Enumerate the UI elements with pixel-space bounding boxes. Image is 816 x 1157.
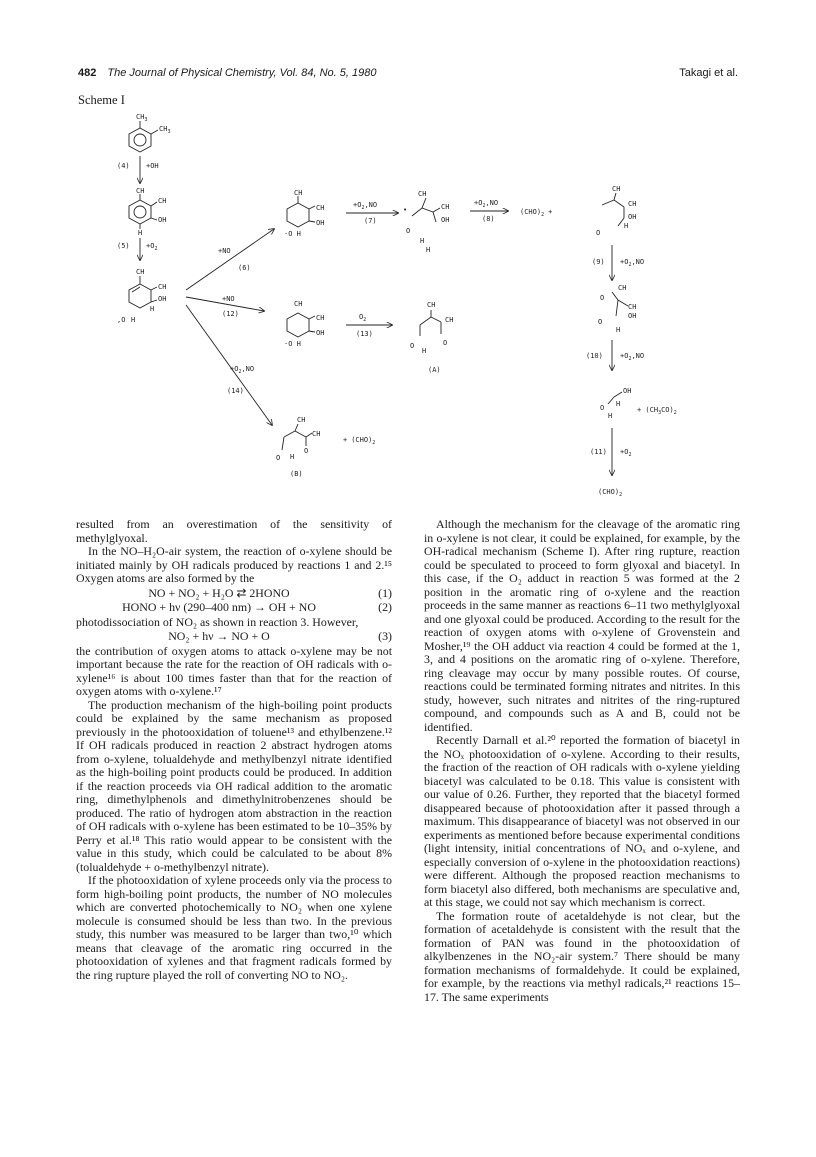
svg-text:·O H: ·O H xyxy=(284,230,301,238)
o2-adduct-structure xyxy=(117,268,166,324)
svg-text:+O2: $+O_2$ xyxy=(620,448,632,458)
step-9: (9) xyxy=(592,258,605,266)
svg-text:CH: CH xyxy=(136,187,145,195)
svg-text:OH: OH xyxy=(441,216,450,224)
svg-text:CH: CH xyxy=(316,204,325,212)
svg-text:OH: OH xyxy=(316,219,325,227)
paragraph: the contribution of oxygen atoms to attack o-xylene may be not important because the rate for the reaction of OH radicals with o-xylene¹⁶ is about 100 times faster than that for the reaction of oxygen atoms with o-xylene.¹⁷ xyxy=(76,643,392,698)
svg-text:H: H xyxy=(420,237,425,245)
svg-text:OH: OH xyxy=(628,213,637,221)
svg-text:CH: CH xyxy=(612,185,621,193)
paragraph: photodissociation of NO₂ as shown in reaction 3. However, xyxy=(76,614,359,629)
scheme-title: Scheme I xyxy=(78,93,125,107)
equation-2: HONO + hν (290–400 nm) → OH + NO (2) xyxy=(122,600,392,614)
svg-text:H: H xyxy=(422,347,427,355)
paragraph: In the NO–H₂O-air system, the reaction of o-xylene should be initiated mainly by OH radicals produced by reactions 1 and 2.¹⁵ Oxygen atoms are also formed by the xyxy=(76,544,392,585)
reagent-no: +NO xyxy=(218,247,231,255)
svg-text:CH: CH xyxy=(297,416,306,424)
glyoxal-product: $(CHO)_2$ + xyxy=(520,208,553,218)
paragraph: The production mechanism of the high-boiling point products could be explained by the same mechanism as proposed previously in the photooxidation of toluene¹³ and ethylbenzene.¹² If OH radicals produced in reaction 2 abstract hydrogen atoms from o-xylene, tolualdehyde and methylbenzyl nitrate identified as the high-boiling point products could be produced. In addition if the reaction proceeds via OH radical addition to the aromatic ring, dimethylphenols and dimethylnitrobenzenes should be produced. The ratio of hydrogen atom abstraction in the reaction of OH radicals with o-xylene has been estimated to be 10–35% by Perry et al.¹⁸ This ratio would appear to be consistent with the value in this study, which could be calculated to be about 8% (tolualdehyde + o-methylbenzyl nitrate). xyxy=(76,697,392,874)
svg-text:O: O xyxy=(596,229,601,237)
svg-text:OH: OH xyxy=(628,312,637,320)
svg-text:H: H xyxy=(608,412,613,420)
step-4: (4) xyxy=(117,162,130,170)
svg-text:OH: OH xyxy=(623,387,632,395)
svg-text:H: H xyxy=(290,453,295,461)
svg-text:H: H xyxy=(426,246,431,254)
label-B: (B) xyxy=(290,470,303,478)
paragraph: The formation route of acetaldehyde is not clear, but the formation of acetaldehyde is consistent with the result that the formation of PAN was found in the photooxidation of alkylbenzenes in the NO₂-air system.⁷ There should be many formation mechanisms of formaldehyde. It could be explained, for example, by the reactions via methyl radicals,²¹ reactions 15–17. The same experiments xyxy=(424,908,740,1004)
svg-text:•: • xyxy=(403,206,408,214)
right-chain-3 xyxy=(600,387,677,420)
step-14: (14) xyxy=(227,387,244,395)
svg-text:CH: CH xyxy=(441,203,450,211)
reagent-o2: $+O_2$ xyxy=(146,242,158,252)
svg-text:CH: CH xyxy=(158,197,167,205)
step-10: (10) xyxy=(586,352,603,360)
glyoxal-product-b: + $(CHO)_2$ xyxy=(343,436,376,446)
reagent-oh: +OH xyxy=(146,162,159,170)
svg-text:CH: CH xyxy=(618,284,627,292)
oh-adduct-structure xyxy=(129,187,166,237)
svg-text:+O2,NO: $+O_2,NO$ xyxy=(620,352,645,362)
svg-text:H: H xyxy=(138,229,143,237)
step-11: (11) xyxy=(590,448,607,456)
right-column xyxy=(424,518,740,1004)
svg-text:CH: CH xyxy=(294,189,303,197)
running-authors: Takagi et al. xyxy=(679,67,738,79)
svg-text:O: O xyxy=(443,339,448,347)
svg-text:CH: CH xyxy=(158,283,167,291)
step-13: (13) xyxy=(356,330,373,338)
svg-text:O: O xyxy=(598,318,603,326)
svg-text:,O: ,O xyxy=(117,316,126,324)
left-column xyxy=(76,518,392,982)
right-chain-1 xyxy=(596,185,636,237)
reaction-scheme xyxy=(0,0,816,510)
acetyl-product: + $(CH_3CO)_2$ xyxy=(637,406,677,416)
svg-text:H: H xyxy=(131,316,136,324)
svg-text:H: H xyxy=(624,222,629,230)
svg-text:H: H xyxy=(150,305,155,313)
equation-1: NO + NO₂ + H₂O ⇄ 2HONO (1) xyxy=(148,585,392,600)
right-chain-2 xyxy=(598,284,636,334)
svg-text:CH: CH xyxy=(136,268,145,276)
svg-text:OH: OH xyxy=(158,216,167,224)
svg-text:O: O xyxy=(304,447,309,455)
reagent-o2-no: $+O_2,NO$ xyxy=(230,365,255,375)
step-12: (12) xyxy=(222,310,239,318)
ring-opened-radical xyxy=(403,190,449,254)
alkoxy-intermediate xyxy=(284,189,324,238)
paragraph: Although the mechanism for the cleavage of the aromatic ring in o-xylene is not clear, it could be explained, for example, by the OH-radical mechanism (Scheme I). After ring rupture, reaction could be speculated to proceed to form glyoxal and biacetyl. In this case, if the O₂ adduct in reaction 5 was formed at the 2 position in the aromatic ring of o-xylene and the reaction proceeds in the same manner as reactions 6–11 two methylglyoxal and one glyoxal could be produced. According to the result for the reaction of oxygen atoms with o-xylene of Grovenstein and Mosher,¹⁹ the OH adduct via reaction 4 could be formed at the 1, 3, and 4 positions on the aromatic ring of o-xylene. Therefore, ring cleavage may occur by many possible routes. Of course, reactions could be terminated forming nitrates and nitrites. In this study, however, such nitrates and nitrites of the ring-ruptured compound, and compounds such as A and B, could not be identified. xyxy=(424,517,740,734)
paragraph: If the photooxidation of xylene proceeds only via the process to form high-boiling point products, the number of NO molecules which are converted photochemically to NO₂ when one xylene molecule is consumed should be less than two. In the previous study, this number was measured to be larger than two,¹⁰ which means that cleavage of the aromatic ring occurred in the photooxidation of xylenes and that fragment radicals formed by the ring rupture played the roll of converting NO to NO₂. xyxy=(76,873,392,982)
svg-text:CH: CH xyxy=(418,190,427,198)
o-xylene-structure xyxy=(129,113,170,152)
glyoxal-final: $(CHO)_2$ xyxy=(598,488,623,498)
svg-text:O: O xyxy=(600,404,605,412)
ch3-label: $CH_3$ xyxy=(136,113,148,123)
svg-text:+O2,NO: $+O_2,NO$ xyxy=(474,199,499,209)
svg-text:CH: CH xyxy=(427,301,436,309)
svg-text:+O2,NO: $+O_2,NO$ xyxy=(353,201,378,211)
svg-text:CH: CH xyxy=(316,314,325,322)
compound-B xyxy=(276,416,375,478)
svg-text:CH: CH xyxy=(628,303,637,311)
svg-text:CH: CH xyxy=(628,200,637,208)
step-7: (7) xyxy=(364,217,377,225)
svg-text:O: O xyxy=(406,227,411,235)
step-8: (8) xyxy=(482,215,495,223)
svg-text:+O2,NO: $+O_2,NO$ xyxy=(620,258,645,268)
step-6: (6) xyxy=(238,264,251,272)
compound-A xyxy=(410,301,453,374)
svg-text:O: O xyxy=(600,294,605,302)
svg-text:O: O xyxy=(410,342,415,350)
step-5: (5) xyxy=(117,242,130,250)
reagent-o2b: $O_2$ xyxy=(359,313,367,323)
svg-text:H: H xyxy=(616,400,621,408)
svg-text:CH: CH xyxy=(445,316,454,324)
ch3-label: $CH_3$ xyxy=(159,125,171,135)
svg-text:·O H: ·O H xyxy=(284,340,301,348)
peroxy-intermediate xyxy=(284,300,324,348)
svg-text:O: O xyxy=(276,454,281,462)
svg-text:OH: OH xyxy=(316,329,325,337)
svg-text:+NO: +NO xyxy=(222,295,235,303)
journal-citation: The Journal of Physical Chemistry, Vol. 84, No. 5, 1980 xyxy=(107,67,377,79)
equation-3: NO₂ + hν → NO + O (3) xyxy=(168,629,392,643)
svg-text:OH: OH xyxy=(158,295,167,303)
svg-text:CH: CH xyxy=(294,300,303,308)
svg-text:CH: CH xyxy=(312,430,321,438)
label-A: (A) xyxy=(428,366,441,374)
page-number: 482 xyxy=(78,67,97,79)
paragraph: Recently Darnall et al.²⁰ reported the formation of biacetyl in the NOₓ photooxidation of o-xylene. According to their results, the fraction of the reaction of OH radicals with o-xylene yielding biacetyl was calculated to be 0.18. This value is consistent with our value of 0.26. Further, they reported that the biacetyl formed disappeared because of photooxidation after it passed through a maximum. This disappearance of biacetyl was not observed in our experiments as mentioned before because experimental conditions (light intensity, initial concentrations of NOₓ and o-xylene, and especially conversion of o-xylene in the photooxidation reactions) were different. Although the proposed reaction mechanisms to form biacetyl also differed, both mechanisms are speculative and, at this stage, we could not say which mechanism is correct. xyxy=(424,733,740,909)
paragraph: resulted from an overestimation of the sensitivity of methylglyoxal. xyxy=(76,517,392,545)
svg-text:H: H xyxy=(616,326,621,334)
